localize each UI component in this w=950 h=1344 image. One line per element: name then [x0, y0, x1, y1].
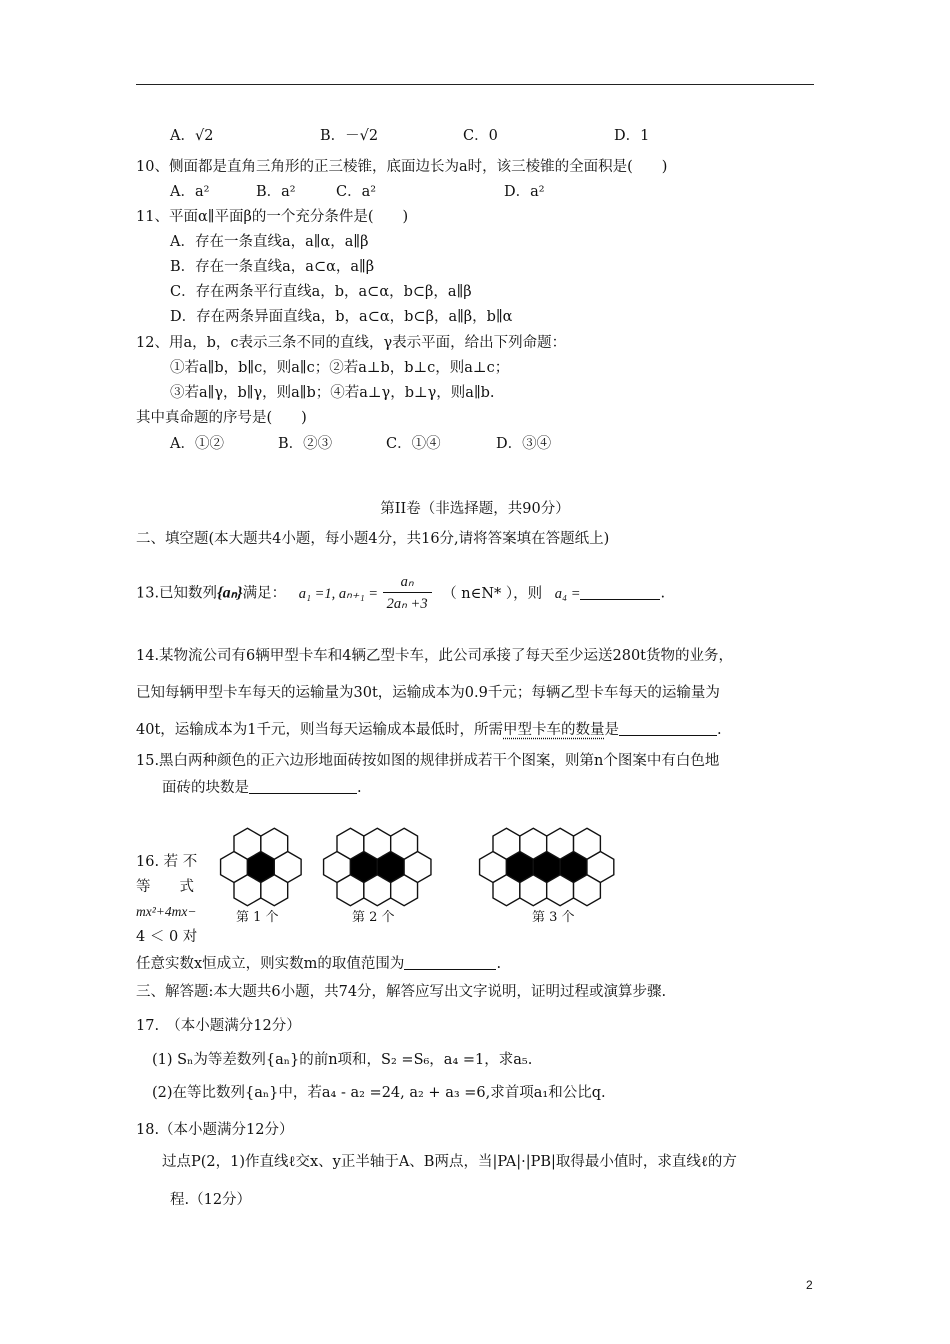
q17-stem: 17. （本小题满分12分）	[136, 1018, 301, 1034]
q10-option-b: B．a²	[256, 184, 296, 200]
q15-line2: 面砖的块数是 .	[162, 780, 362, 796]
q18-line2: 程.（12分）	[170, 1192, 252, 1208]
section2-title: 第II卷（非选择题，共90分）	[380, 501, 570, 517]
q13-target: a₄ =	[554, 585, 581, 602]
q18-line1: 过点P(2，1)作直线ℓ交x、y正半轴于A、B两点，当|PA|·|PB|取得最小值时，求直线ℓ的方	[162, 1154, 737, 1170]
q13-denominator: 2aₙ +3	[386, 596, 428, 612]
q14-emphasis: 甲型卡车的数量	[503, 722, 605, 738]
section2-heading: 二、填空题(本大题共4小题，每小题4分，共16分,请将答案填在答题纸上)	[136, 531, 610, 547]
q13-mid: 满足：	[242, 585, 287, 602]
q15-line2-text: 面砖的块数是	[162, 780, 249, 796]
q10-options	[170, 182, 545, 202]
q14-line3: 40t，运输成本为1千元，则当每天运输成本最低时，所需甲型卡车的数量是 .	[136, 722, 722, 738]
q13-sequence: {aₙ}	[217, 584, 243, 602]
q11-option-a: A．存在一条直线a，a∥α，a∥β	[170, 234, 369, 250]
q12-option-a: A．①②	[170, 436, 224, 452]
white-tile	[364, 828, 391, 859]
figure-caption-3: 第 3 个	[532, 910, 575, 925]
white-tile	[337, 828, 364, 859]
q9-options	[170, 126, 649, 146]
q12-option-d: D．③④	[496, 436, 552, 452]
white-tile	[364, 875, 391, 906]
q16-line5: 任意实数x恒成立，则实数m的取值范围为 .	[136, 956, 502, 972]
white-tile	[547, 828, 574, 859]
header-rule	[136, 84, 814, 85]
white-tile	[574, 875, 601, 906]
q13-condition: a₁ =1, aₙ₊₁ =	[298, 585, 379, 602]
q15-answer-blank	[249, 779, 357, 794]
white-tile	[520, 828, 547, 859]
q11-stem: 11、平面α∥平面β的一个充分条件是( )	[136, 209, 409, 225]
q17-part2: (2)在等比数列{aₙ}中，若a₄ - a₂ =24, a₂ + a₃ =6,求首项a₁和公比q.	[152, 1085, 606, 1101]
figure-caption-1: 第 1 个	[236, 910, 279, 925]
q16-line4: 4 ＜ 0 对	[136, 929, 198, 945]
q10-option-d: D．a²	[504, 184, 545, 200]
q12-options	[170, 434, 551, 454]
q14-line1: 14.某物流公司有6辆甲型卡车和4辆乙型卡车，此公司承接了每天至少运送280t货物的业务，	[136, 648, 734, 664]
page-number: 2	[806, 1278, 813, 1292]
q16-line1: 16. 若 不	[136, 854, 198, 870]
white-tile	[391, 828, 418, 859]
q18-stem: 18.（本小题满分12分）	[136, 1122, 294, 1138]
q13-numerator: aₙ	[383, 572, 432, 593]
q17-part1: (1) Sₙ为等差数列{aₙ}的前n项和，S₂ =S₆，a₄ =1，求a₅.	[152, 1052, 533, 1068]
q10-stem: 10、侧面都是直角三角形的正三棱锥，底面边长为a时，该三棱锥的全面积是( )	[136, 159, 668, 175]
q16-answer-blank	[404, 955, 496, 970]
q12-stem: 12、用a，b，c表示三条不同的直线，γ表示平面，给出下列命题：	[136, 335, 567, 351]
q11-option-d: D．存在两条异面直线a，b，a⊂α，b⊂β，a∥β，b∥α	[170, 309, 513, 325]
q12-propositions-2: ③若a∥γ，b∥γ，则a∥b；④若a⊥γ，b⊥γ，则a∥b.	[170, 385, 495, 401]
q14-answer-blank	[619, 721, 717, 736]
q12-option-b: B．②③	[278, 436, 333, 452]
q12-question: 其中真命题的序号是( )	[136, 410, 307, 426]
q15-line1: 15.黑白两种颜色的正六边形地面砖按如图的规律拼成若干个图案，则第n个图案中有白色地	[136, 753, 720, 769]
white-tile	[234, 875, 261, 906]
q14-line3-end: 是	[604, 722, 620, 738]
white-tile	[261, 828, 288, 859]
white-tile	[391, 875, 418, 906]
q9-option-b: B．－√2	[320, 128, 379, 144]
q13-fraction	[383, 572, 432, 615]
q12-propositions-1: ①若a∥b，b∥c，则a∥c；②若a⊥b，b⊥c，则a⊥c；	[170, 360, 510, 376]
q13-prefix: 13.已知数列	[136, 585, 218, 602]
q16-line5-text: 任意实数x恒成立，则实数m的取值范围为	[136, 956, 405, 972]
q13: 13.已知数列{aₙ}满足： a₁ =1, aₙ₊₁ = $\frac{\text{aₙ}}{\text{2aₙ +3}}$ （ n∈N* ），则 a₄ = .	[136, 572, 665, 615]
q14-line2: 已知每辆甲型卡车每天的运输量为30t，运输成本为0.9千元；每辆乙型卡车每天的运输量为	[136, 685, 720, 701]
white-tile	[493, 828, 520, 859]
q16-line3: mx²+4mx−	[136, 904, 197, 919]
q9-option-d: D．1	[614, 128, 650, 144]
white-tile	[493, 875, 520, 906]
q10-option-c: C．a²	[336, 184, 377, 200]
q13-domain: （ n∈N* ），则	[442, 585, 543, 602]
q12-option-c: C．①④	[386, 436, 441, 452]
white-tile	[574, 828, 601, 859]
q11-option-c: C．存在两条平行直线a，b，a⊂α，b⊂β，a∥β	[170, 284, 472, 300]
white-tile	[520, 875, 547, 906]
white-tile	[547, 875, 574, 906]
q14-line3-text: 40t，运输成本为1千元，则当每天运输成本最低时，所需	[136, 722, 504, 738]
q16-line2: 等 式	[136, 879, 194, 895]
white-tile	[337, 875, 364, 906]
q13-answer-blank	[580, 585, 660, 600]
q9-option-c: C．0	[463, 128, 498, 144]
q11-option-b: B．存在一条直线a，a⊂α，a∥β	[170, 259, 375, 275]
figure-caption-2: 第 2 个	[352, 910, 395, 925]
q10-option-a: A．a²	[170, 184, 210, 200]
white-tile	[234, 828, 261, 859]
hexagon-tile-figure	[210, 822, 650, 912]
white-tile	[261, 875, 288, 906]
q9-option-a: A．√2	[170, 128, 214, 144]
section3-heading: 三、解答题:本大题共6小题，共74分，解答应写出文字说明，证明过程或演算步骤.	[136, 984, 667, 1000]
